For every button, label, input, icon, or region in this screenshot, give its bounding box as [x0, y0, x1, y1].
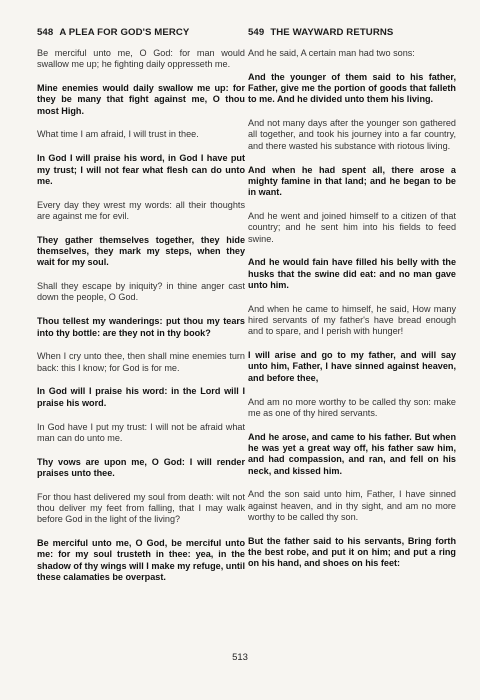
congregation-verse: They gather themselves together, they hide themselves, they mark my steps, when they wait for my soul.	[37, 234, 245, 268]
congregation-verse: But the father said to his servants, Bring forth the best robe, and put it on him; and put a ring on his hand, and shoes on his feet:	[248, 535, 456, 569]
page-number: 513	[232, 652, 248, 663]
leader-verse: And when he came to himself, he said, How many hired servants of my father's have bread enough and to spare, and I perish with hunger!	[248, 303, 456, 337]
reading-548	[37, 27, 245, 596]
verse-list	[248, 48, 456, 570]
reading-549	[248, 27, 456, 582]
congregation-verse: In God I will praise his word, in God I have put my trust; I will not fear what flesh can do unto me.	[37, 153, 245, 186]
congregation-verse: I will arise and go to my father, and will say unto him, Father, I have sinned against heaven, and before thee,	[248, 350, 456, 383]
leader-verse: And he said, A certain man had two sons:	[248, 48, 415, 58]
leader-verse: And the son said unto him, Father, I have sinned against heaven, and in thy sight, and am no more worthy to be called thy son.	[248, 489, 456, 522]
leader-verse: In God have I put my trust: I will not be afraid what man can do unto me.	[37, 421, 245, 443]
reading-heading	[248, 27, 456, 38]
leader-verse: Be merciful unto me, O God: for man would swallow me up; he fighting daily oppresseth me.	[37, 48, 245, 70]
reading-title: A PLEA FOR GOD'S MERCY	[59, 27, 190, 38]
reading-number: 548	[37, 27, 54, 38]
congregation-verse: And the younger of them said to his father, Father, give me the portion of goods that falleth to me. And he divided unto them his living.	[248, 71, 456, 105]
leader-verse: When I cry unto thee, then shall mine enemies turn back: this I know; for God is for me.	[37, 351, 245, 373]
leader-verse: And he went and joined himself to a citizen of that country; and he sent him into his fields to feed swine.	[248, 210, 456, 244]
congregation-verse: In God will I praise his word: in the Lord will I praise his word.	[37, 386, 245, 408]
congregation-verse: Be merciful unto me, O God, be merciful unto me: for my soul trusteth in thee: yea, in the shadow of thy wings will I make my refuge, until these calamaties be overpast.	[37, 538, 245, 582]
leader-verse: And am no more worthy to be called thy son: make me as one of thy hired servants.	[248, 396, 456, 418]
congregation-verse: Thou tellest my wanderings: put thou my tears into thy bottle: are they not in thy book?	[37, 316, 245, 338]
congregation-verse: And he arose, and came to his father. But when he was yet a great way off, his father saw him, and had compassion, and ran, and fell on his neck, and kissed him.	[248, 431, 456, 476]
reading-number: 549	[248, 27, 265, 38]
leader-verse: Shall they escape by iniquity? in thine anger cast down the people, O God.	[37, 281, 245, 303]
leader-verse: What time I am afraid, I will trust in thee.	[37, 129, 199, 140]
leader-verse: And not many days after the younger son gathered all together, and took his journey into a far country, and there wasted his substance with riotous living.	[248, 118, 456, 151]
reading-title: THE WAYWARD RETURNS	[270, 27, 394, 38]
congregation-verse: Mine enemies would daily swallow me up: for they be many that fight against me, O thou most High.	[37, 83, 245, 116]
leader-verse: For thou hast delivered my soul from death: wilt not thou deliver my feet from falling, that I may walk before God in the light of the living?	[37, 491, 245, 525]
congregation-verse: Thy vows are upon me, O God: I will render praises unto thee.	[37, 456, 245, 478]
congregation-verse: And when he had spent all, there arose a mighty famine in that land; and he began to be in want.	[248, 164, 456, 198]
verse-list	[37, 48, 245, 583]
congregation-verse: And he would fain have filled his belly with the husks that the swine did eat: and no man gave unto him.	[248, 257, 456, 290]
leader-verse: Every day they wrest my words: all their thoughts are against me for evil.	[37, 199, 245, 221]
reading-heading	[37, 27, 245, 38]
